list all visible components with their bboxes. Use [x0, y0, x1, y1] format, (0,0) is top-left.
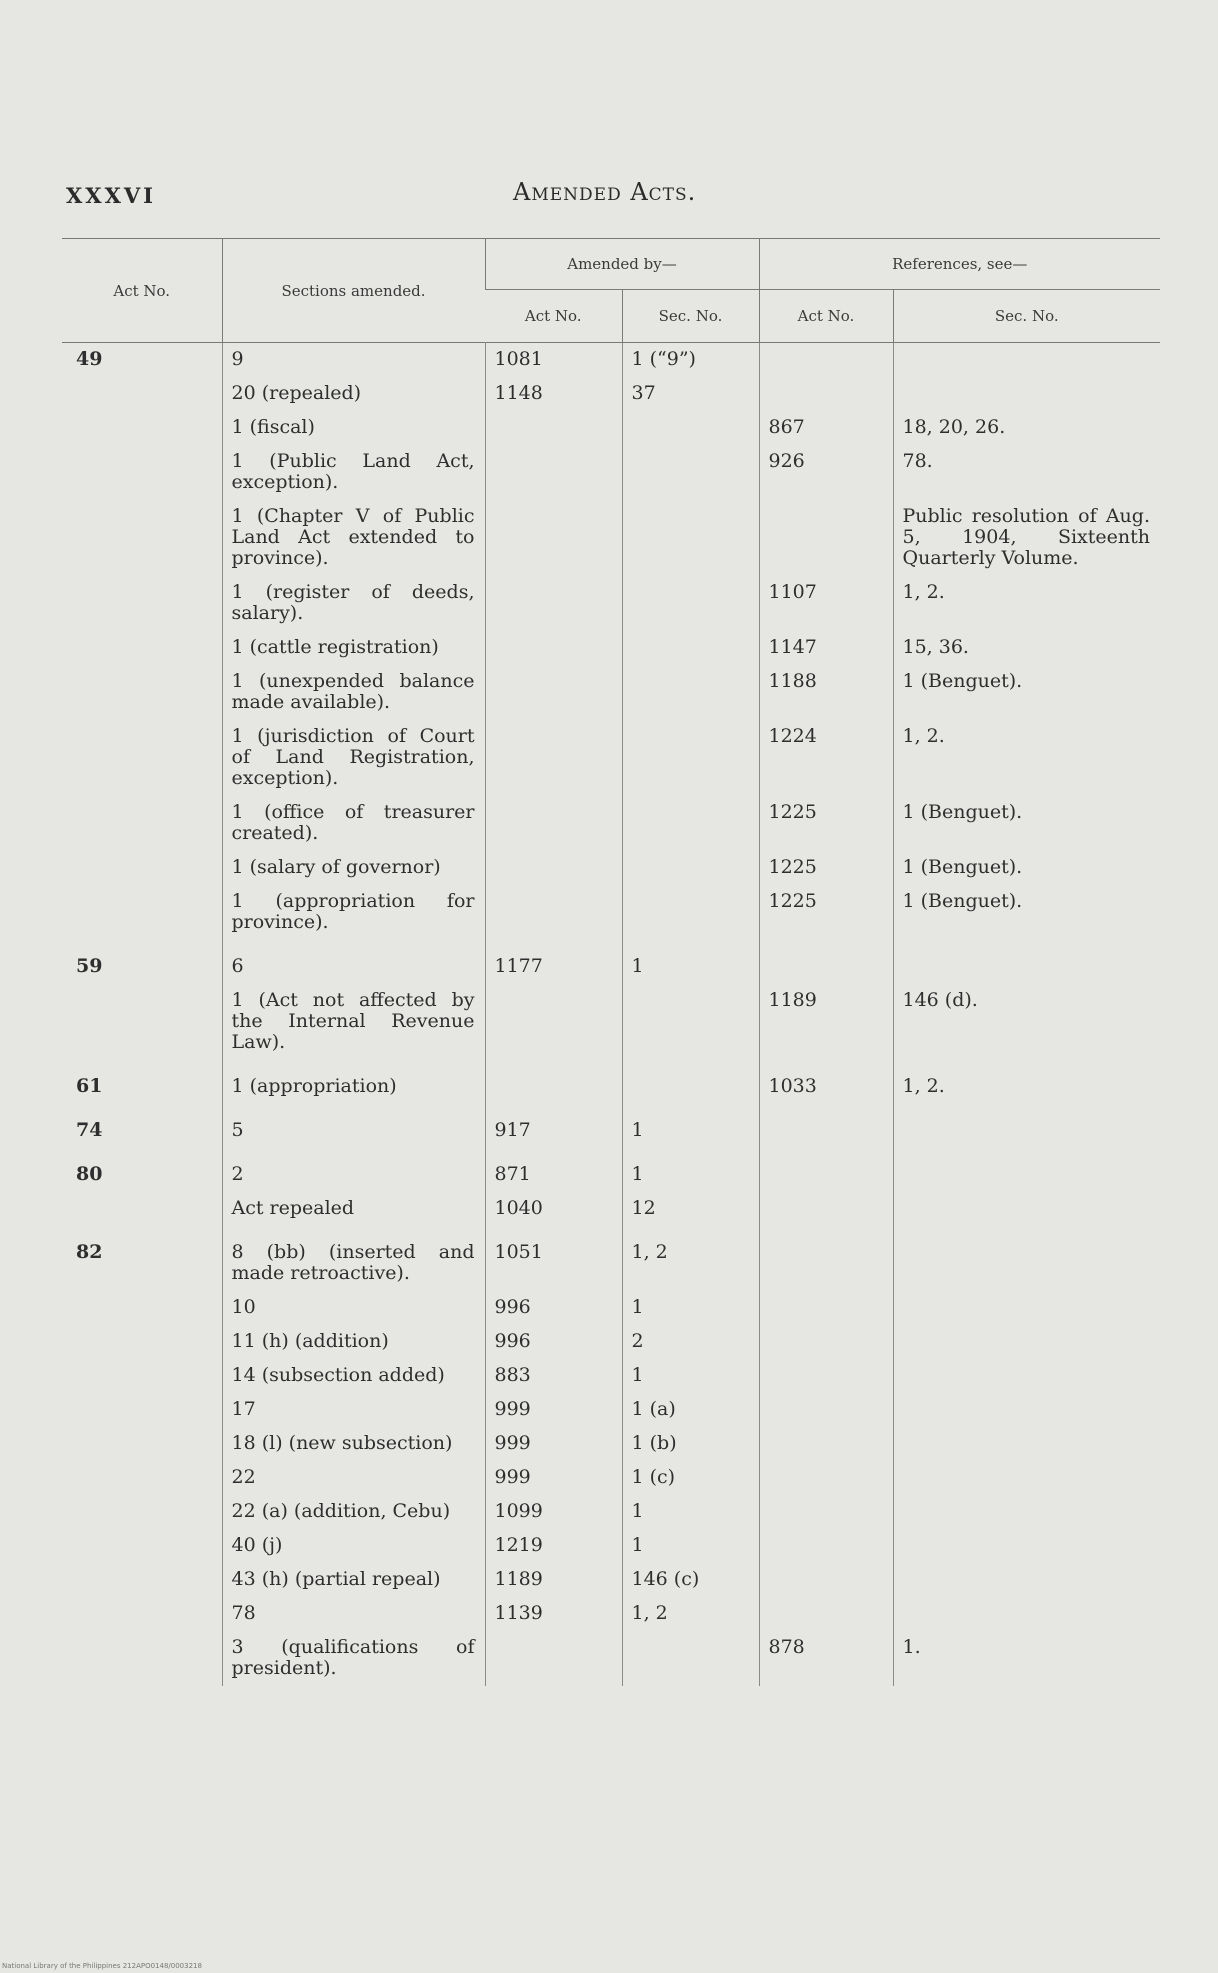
- row-amended-act-no: 1040: [485, 1192, 622, 1226]
- row-amended-sec-no: [622, 411, 759, 445]
- row-ref-act-no: [759, 1427, 893, 1461]
- table-row: [62, 1393, 1160, 1427]
- row-amended-act-no: 996: [485, 1291, 622, 1325]
- row-ref-sec-no: 146 (d).: [893, 984, 1160, 1060]
- row-section-amended: 1 (salary of governor): [222, 851, 485, 885]
- row-amended-sec-no: [622, 500, 759, 576]
- row-section-amended: 40 (j): [222, 1529, 485, 1563]
- row-ref-act-no: [759, 377, 893, 411]
- row-amended-act-no: 1148: [485, 377, 622, 411]
- row-amended-act-no: [485, 1060, 622, 1104]
- row-amended-sec-no: [622, 851, 759, 885]
- row-ref-act-no: [759, 1291, 893, 1325]
- row-amended-sec-no: [622, 796, 759, 851]
- row-section-amended: 17: [222, 1393, 485, 1427]
- table-row: [62, 1192, 1160, 1226]
- row-ref-act-no: 1147: [759, 631, 893, 665]
- row-section-amended: 1 (Act not affected by the Internal Revenue Law).: [222, 984, 485, 1060]
- row-section-amended: 22 (a) (addition, Cebu): [222, 1495, 485, 1529]
- row-section-amended: 9: [222, 343, 485, 378]
- row-ref-act-no: [759, 500, 893, 576]
- table-row: [62, 940, 1160, 984]
- row-amended-sec-no: [622, 665, 759, 720]
- row-ref-act-no: 1189: [759, 984, 893, 1060]
- row-ref-sec-no: 78.: [893, 445, 1160, 500]
- row-amended-act-no: [485, 576, 622, 631]
- row-ref-act-no: [759, 1597, 893, 1631]
- row-act-no: [62, 885, 222, 940]
- row-amended-act-no: 996: [485, 1325, 622, 1359]
- row-act-no: [62, 1563, 222, 1597]
- row-amended-act-no: [485, 851, 622, 885]
- row-amended-sec-no: [622, 885, 759, 940]
- row-amended-sec-no: 1: [622, 1495, 759, 1529]
- row-section-amended: 1 (fiscal): [222, 411, 485, 445]
- row-act-no: [62, 377, 222, 411]
- row-act-no: [62, 1192, 222, 1226]
- row-amended-act-no: 1189: [485, 1563, 622, 1597]
- row-act-no: [62, 984, 222, 1060]
- row-amended-sec-no: 37: [622, 377, 759, 411]
- row-section-amended: 1 (jurisdiction of Court of Land Registration, exception).: [222, 720, 485, 796]
- row-amended-sec-no: 1 (c): [622, 1461, 759, 1495]
- row-amended-sec-no: [622, 631, 759, 665]
- row-section-amended: 18 (l) (new subsection): [222, 1427, 485, 1461]
- row-act-no: [62, 851, 222, 885]
- row-ref-act-no: 878: [759, 1631, 893, 1686]
- table-header: [62, 239, 1160, 343]
- table-row: [62, 851, 1160, 885]
- row-amended-act-no: [485, 631, 622, 665]
- row-amended-sec-no: 1 (a): [622, 1393, 759, 1427]
- row-amended-act-no: 999: [485, 1461, 622, 1495]
- row-section-amended: 20 (repealed): [222, 377, 485, 411]
- row-act-no: [62, 1529, 222, 1563]
- row-ref-sec-no: [893, 1461, 1160, 1495]
- table-row: [62, 1529, 1160, 1563]
- row-amended-act-no: 1099: [485, 1495, 622, 1529]
- table-row: [62, 885, 1160, 940]
- row-act-no: [62, 1325, 222, 1359]
- row-amended-sec-no: [622, 1060, 759, 1104]
- row-amended-act-no: [485, 720, 622, 796]
- source-line: National Library of the Philippines 212APO0148/0003218: [2, 1962, 202, 1970]
- page-title: Amended Acts.: [513, 178, 697, 206]
- table-row: [62, 343, 1160, 378]
- row-ref-sec-no: 1 (Benguet).: [893, 885, 1160, 940]
- table-row: [62, 1104, 1160, 1148]
- row-section-amended: 11 (h) (addition): [222, 1325, 485, 1359]
- table-row: [62, 1427, 1160, 1461]
- table-row: [62, 1461, 1160, 1495]
- row-section-amended: 3 (qualifications of president).: [222, 1631, 485, 1686]
- row-amended-sec-no: 146 (c): [622, 1563, 759, 1597]
- table-row: [62, 1563, 1160, 1597]
- row-section-amended: 1 (Chapter V of Public Land Act extended to province).: [222, 500, 485, 576]
- row-amended-act-no: [485, 411, 622, 445]
- table-row: [62, 1325, 1160, 1359]
- row-amended-sec-no: 1, 2: [622, 1226, 759, 1291]
- row-ref-act-no: 926: [759, 445, 893, 500]
- row-act-no: [62, 1393, 222, 1427]
- row-amended-sec-no: 12: [622, 1192, 759, 1226]
- row-act-no: [62, 796, 222, 851]
- row-ref-sec-no: [893, 1359, 1160, 1393]
- row-act-no: 74: [76, 1119, 103, 1141]
- table-row: [62, 984, 1160, 1060]
- row-ref-act-no: [759, 1563, 893, 1597]
- row-act-no: 59: [76, 955, 103, 977]
- row-ref-act-no: 1225: [759, 885, 893, 940]
- row-ref-sec-no: 15, 36.: [893, 631, 1160, 665]
- row-ref-act-no: [759, 1359, 893, 1393]
- row-ref-act-no: [759, 1192, 893, 1226]
- row-amended-act-no: 883: [485, 1359, 622, 1393]
- row-section-amended: 1 (appropriation): [222, 1060, 485, 1104]
- row-amended-act-no: [485, 500, 622, 576]
- row-act-no: [62, 500, 222, 576]
- row-section-amended: 1 (unexpended balance made available).: [222, 665, 485, 720]
- row-ref-sec-no: [893, 1597, 1160, 1631]
- row-ref-sec-no: [893, 1148, 1160, 1192]
- row-amended-act-no: 1051: [485, 1226, 622, 1291]
- row-section-amended: 5: [222, 1104, 485, 1148]
- row-act-no: 82: [76, 1241, 103, 1263]
- table-row: [62, 1495, 1160, 1529]
- row-act-no: [62, 720, 222, 796]
- row-ref-sec-no: [893, 1427, 1160, 1461]
- row-ref-sec-no: 1, 2.: [893, 576, 1160, 631]
- table-row: [62, 1226, 1160, 1291]
- table-row: [62, 1631, 1160, 1686]
- row-amended-act-no: 1139: [485, 1597, 622, 1631]
- row-act-no: [62, 1291, 222, 1325]
- row-ref-act-no: 1033: [759, 1060, 893, 1104]
- row-act-no: [62, 445, 222, 500]
- row-section-amended: 1 (register of deeds, salary).: [222, 576, 485, 631]
- row-section-amended: 8 (bb) (inserted and made retroactive).: [222, 1226, 485, 1291]
- row-section-amended: Act repealed: [222, 1192, 485, 1226]
- row-amended-act-no: [485, 665, 622, 720]
- row-amended-act-no: [485, 796, 622, 851]
- table-row: [62, 720, 1160, 796]
- row-ref-act-no: [759, 940, 893, 984]
- row-ref-sec-no: Public resolution of Aug. 5, 1904, Sixteenth Quarterly Volume.: [893, 500, 1160, 576]
- row-ref-sec-no: [893, 940, 1160, 984]
- row-section-amended: 6: [222, 940, 485, 984]
- row-section-amended: 22: [222, 1461, 485, 1495]
- row-amended-act-no: 1081: [485, 343, 622, 378]
- row-act-no: 61: [76, 1075, 103, 1097]
- row-ref-act-no: [759, 1495, 893, 1529]
- row-section-amended: 14 (subsection added): [222, 1359, 485, 1393]
- header-sections-amended: Sections amended.: [222, 239, 485, 343]
- header-references: References, see—: [759, 239, 1160, 290]
- row-act-no: [62, 1631, 222, 1686]
- row-amended-act-no: [485, 984, 622, 1060]
- header-ref-act-no: Act No.: [759, 290, 893, 343]
- table-row: [62, 576, 1160, 631]
- row-amended-sec-no: 1: [622, 1359, 759, 1393]
- header-amended-by: Amended by—: [485, 239, 759, 290]
- row-ref-sec-no: [893, 343, 1160, 378]
- row-amended-act-no: 1219: [485, 1529, 622, 1563]
- row-amended-sec-no: [622, 1631, 759, 1686]
- row-section-amended: 78: [222, 1597, 485, 1631]
- row-act-no: [62, 1495, 222, 1529]
- row-ref-sec-no: 1.: [893, 1631, 1160, 1686]
- table-row: [62, 665, 1160, 720]
- row-ref-sec-no: [893, 1325, 1160, 1359]
- row-act-no: 49: [76, 348, 103, 370]
- row-ref-sec-no: [893, 1563, 1160, 1597]
- row-ref-sec-no: [893, 1192, 1160, 1226]
- row-amended-sec-no: [622, 576, 759, 631]
- row-amended-act-no: [485, 1631, 622, 1686]
- row-amended-sec-no: 1: [622, 1529, 759, 1563]
- row-ref-sec-no: [893, 377, 1160, 411]
- row-act-no: [62, 1427, 222, 1461]
- table-body: [62, 343, 1160, 1687]
- row-ref-sec-no: 1, 2.: [893, 720, 1160, 796]
- row-act-no: [62, 631, 222, 665]
- row-ref-act-no: [759, 1393, 893, 1427]
- header-amended-sec-no: Sec. No.: [622, 290, 759, 343]
- row-ref-sec-no: [893, 1226, 1160, 1291]
- row-amended-sec-no: [622, 720, 759, 796]
- row-amended-act-no: 917: [485, 1104, 622, 1148]
- row-section-amended: 1 (office of treasurer created).: [222, 796, 485, 851]
- table-row: [62, 445, 1160, 500]
- row-section-amended: 10: [222, 1291, 485, 1325]
- row-ref-act-no: 1188: [759, 665, 893, 720]
- row-ref-act-no: [759, 1461, 893, 1495]
- row-ref-sec-no: 1 (Benguet).: [893, 796, 1160, 851]
- row-amended-sec-no: 1: [622, 940, 759, 984]
- header-amended-act-no: Act No.: [524, 307, 582, 325]
- row-amended-sec-no: 2: [622, 1325, 759, 1359]
- header-ref-sec-no: Sec. No.: [893, 290, 1160, 343]
- row-amended-sec-no: 1: [622, 1104, 759, 1148]
- row-ref-act-no: [759, 1104, 893, 1148]
- amended-acts-table-wrap: [62, 238, 1160, 1686]
- row-amended-sec-no: 1: [622, 1148, 759, 1192]
- row-section-amended: 1 (appropriation for province).: [222, 885, 485, 940]
- row-ref-act-no: [759, 343, 893, 378]
- table-row: [62, 411, 1160, 445]
- row-ref-sec-no: [893, 1104, 1160, 1148]
- row-amended-sec-no: [622, 984, 759, 1060]
- row-act-no: [62, 1597, 222, 1631]
- row-ref-sec-no: 18, 20, 26.: [893, 411, 1160, 445]
- page-number: XXXVI: [66, 183, 156, 208]
- table-row: [62, 1597, 1160, 1631]
- row-amended-act-no: [485, 445, 622, 500]
- row-ref-act-no: [759, 1148, 893, 1192]
- table-row: [62, 500, 1160, 576]
- row-ref-act-no: 867: [759, 411, 893, 445]
- amended-acts-table: [62, 238, 1160, 1686]
- row-amended-act-no: 1177: [485, 940, 622, 984]
- row-ref-sec-no: [893, 1393, 1160, 1427]
- row-ref-sec-no: 1 (Benguet).: [893, 665, 1160, 720]
- row-section-amended: 1 (Public Land Act, exception).: [222, 445, 485, 500]
- row-act-no: 80: [76, 1163, 103, 1185]
- row-amended-sec-no: [622, 445, 759, 500]
- row-ref-sec-no: [893, 1529, 1160, 1563]
- row-amended-sec-no: 1, 2: [622, 1597, 759, 1631]
- row-section-amended: 2: [222, 1148, 485, 1192]
- table-row: [62, 1060, 1160, 1104]
- table-row: [62, 377, 1160, 411]
- row-ref-sec-no: [893, 1291, 1160, 1325]
- row-ref-act-no: 1107: [759, 576, 893, 631]
- row-ref-act-no: 1225: [759, 796, 893, 851]
- row-act-no: [62, 665, 222, 720]
- row-amended-sec-no: 1 (“9”): [622, 343, 759, 378]
- row-amended-act-no: 999: [485, 1393, 622, 1427]
- row-act-no: [62, 1359, 222, 1393]
- table-row: [62, 1359, 1160, 1393]
- row-act-no: [62, 576, 222, 631]
- row-act-no: [62, 1461, 222, 1495]
- row-section-amended: 43 (h) (partial repeal): [222, 1563, 485, 1597]
- row-ref-sec-no: 1 (Benguet).: [893, 851, 1160, 885]
- row-ref-act-no: 1224: [759, 720, 893, 796]
- row-amended-act-no: 999: [485, 1427, 622, 1461]
- row-amended-act-no: [485, 885, 622, 940]
- row-amended-act-no: 871: [485, 1148, 622, 1192]
- row-ref-act-no: [759, 1529, 893, 1563]
- row-ref-sec-no: 1, 2.: [893, 1060, 1160, 1104]
- row-ref-act-no: [759, 1226, 893, 1291]
- row-ref-act-no: [759, 1325, 893, 1359]
- table-row: [62, 631, 1160, 665]
- table-row: [62, 1291, 1160, 1325]
- header-act-no: Act No.: [113, 281, 171, 300]
- row-amended-sec-no: 1 (b): [622, 1427, 759, 1461]
- table-row: [62, 1148, 1160, 1192]
- row-amended-sec-no: 1: [622, 1291, 759, 1325]
- row-ref-act-no: 1225: [759, 851, 893, 885]
- table-row: [62, 796, 1160, 851]
- row-ref-sec-no: [893, 1495, 1160, 1529]
- row-section-amended: 1 (cattle registration): [222, 631, 485, 665]
- row-act-no: [62, 411, 222, 445]
